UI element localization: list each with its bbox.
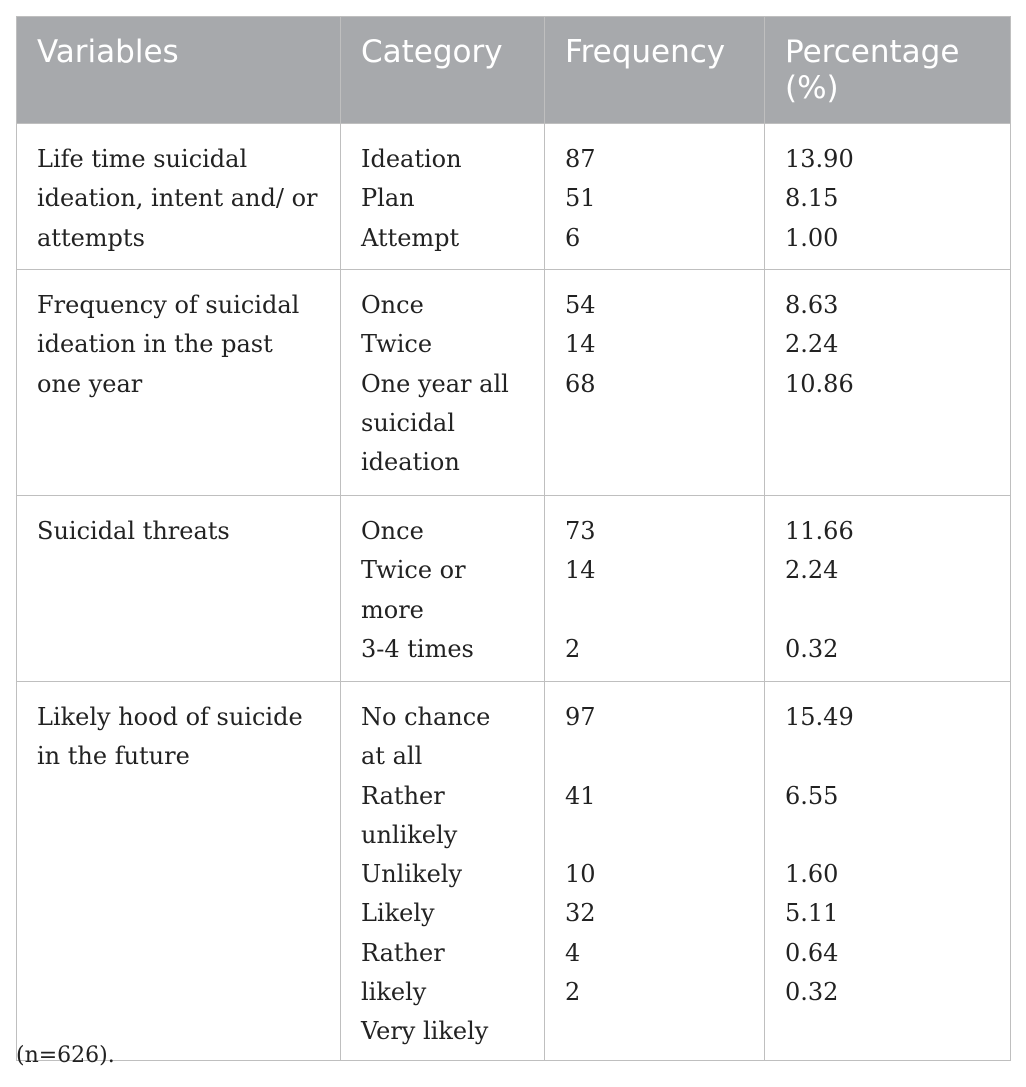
frequency-value: 14 [565,330,596,359]
header-frequency: Frequency [545,17,765,124]
category-value: Rather likely [361,938,445,1007]
variable-cell: Suicidal threats [17,496,341,682]
table-row [17,270,1011,496]
percentage-value: 1.00 [785,223,839,252]
frequency-value: 32 [565,899,596,928]
frequency-cell [545,682,765,1061]
percentage-value: 13.90 [785,145,854,173]
frequency-value: 6 [565,223,581,252]
frequency-cell [545,270,765,496]
header-category: Category [341,17,545,124]
category-value: Rather unlikely [361,781,458,849]
frequency-value: 4 [565,938,581,967]
frequency-value: 2 [565,978,581,1007]
frequency-value: 10 [565,860,596,889]
frequency-value: 73 [565,517,596,545]
percentage-value: 15.49 [785,703,854,731]
category-value: Plan [361,184,415,213]
variable-cell: Life time suicidal ideation, intent and/ or attempts [17,124,341,270]
percentage-value: 0.32 [785,634,839,663]
percentage-value: 1.60 [785,860,839,889]
header-variables: Variables [17,17,341,124]
percentage-cell [765,496,1011,682]
percentage-value: 0.64 [785,938,839,967]
table-row [17,682,1011,1061]
percentage-cell [765,124,1011,270]
frequency-value: 54 [565,291,596,319]
category-value: Twice [361,330,433,359]
frequency-value: 51 [565,184,596,213]
frequency-value: 68 [565,369,596,398]
category-value: Ideation [361,145,462,173]
percentage-value: 2.24 [785,330,839,359]
frequency-value: 2 [565,634,581,663]
category-cell [341,270,545,496]
category-value: One year all suicidal ideation [361,369,509,477]
percentage-value: 8.15 [785,184,839,213]
category-value: Attempt [361,223,460,252]
variable-cell: Frequency of suicidal ideation in the past one year [17,270,341,496]
category-cell [341,124,545,270]
percentage-value: 5.11 [785,899,839,928]
frequency-value: 41 [565,781,596,810]
header-row [17,17,1011,124]
category-value: No chance at all [361,703,491,771]
header-percentage: Percentage (%) [765,17,1011,124]
category-value: Very likely [361,1017,489,1046]
frequency-value: 14 [565,556,596,585]
category-value: Likely [361,899,435,928]
variable-cell: Likely hood of suicide in the future [17,682,341,1061]
percentage-cell [765,270,1011,496]
category-value: 3-4 times [361,634,474,663]
frequency-value: 97 [565,703,596,731]
category-value: Once [361,291,424,319]
frequency-cell [545,496,765,682]
percentage-value: 6.55 [785,781,839,810]
category-cell [341,496,545,682]
table-row [17,496,1011,682]
category-cell [341,682,545,1061]
table-container [16,16,1010,1061]
table-footnote: (n=626). [16,1043,115,1068]
percentage-value: 8.63 [785,291,839,319]
category-value: Twice or more [361,556,466,624]
category-value: Unlikely [361,860,463,889]
percentage-value: 11.66 [785,517,854,545]
table-row [17,124,1011,270]
percentage-value: 2.24 [785,556,839,585]
frequency-value: 87 [565,145,596,173]
data-table [16,16,1011,1061]
percentage-value: 0.32 [785,978,839,1007]
percentage-value: 10.86 [785,369,854,398]
frequency-cell [545,124,765,270]
percentage-cell [765,682,1011,1061]
category-value: Once [361,517,424,545]
